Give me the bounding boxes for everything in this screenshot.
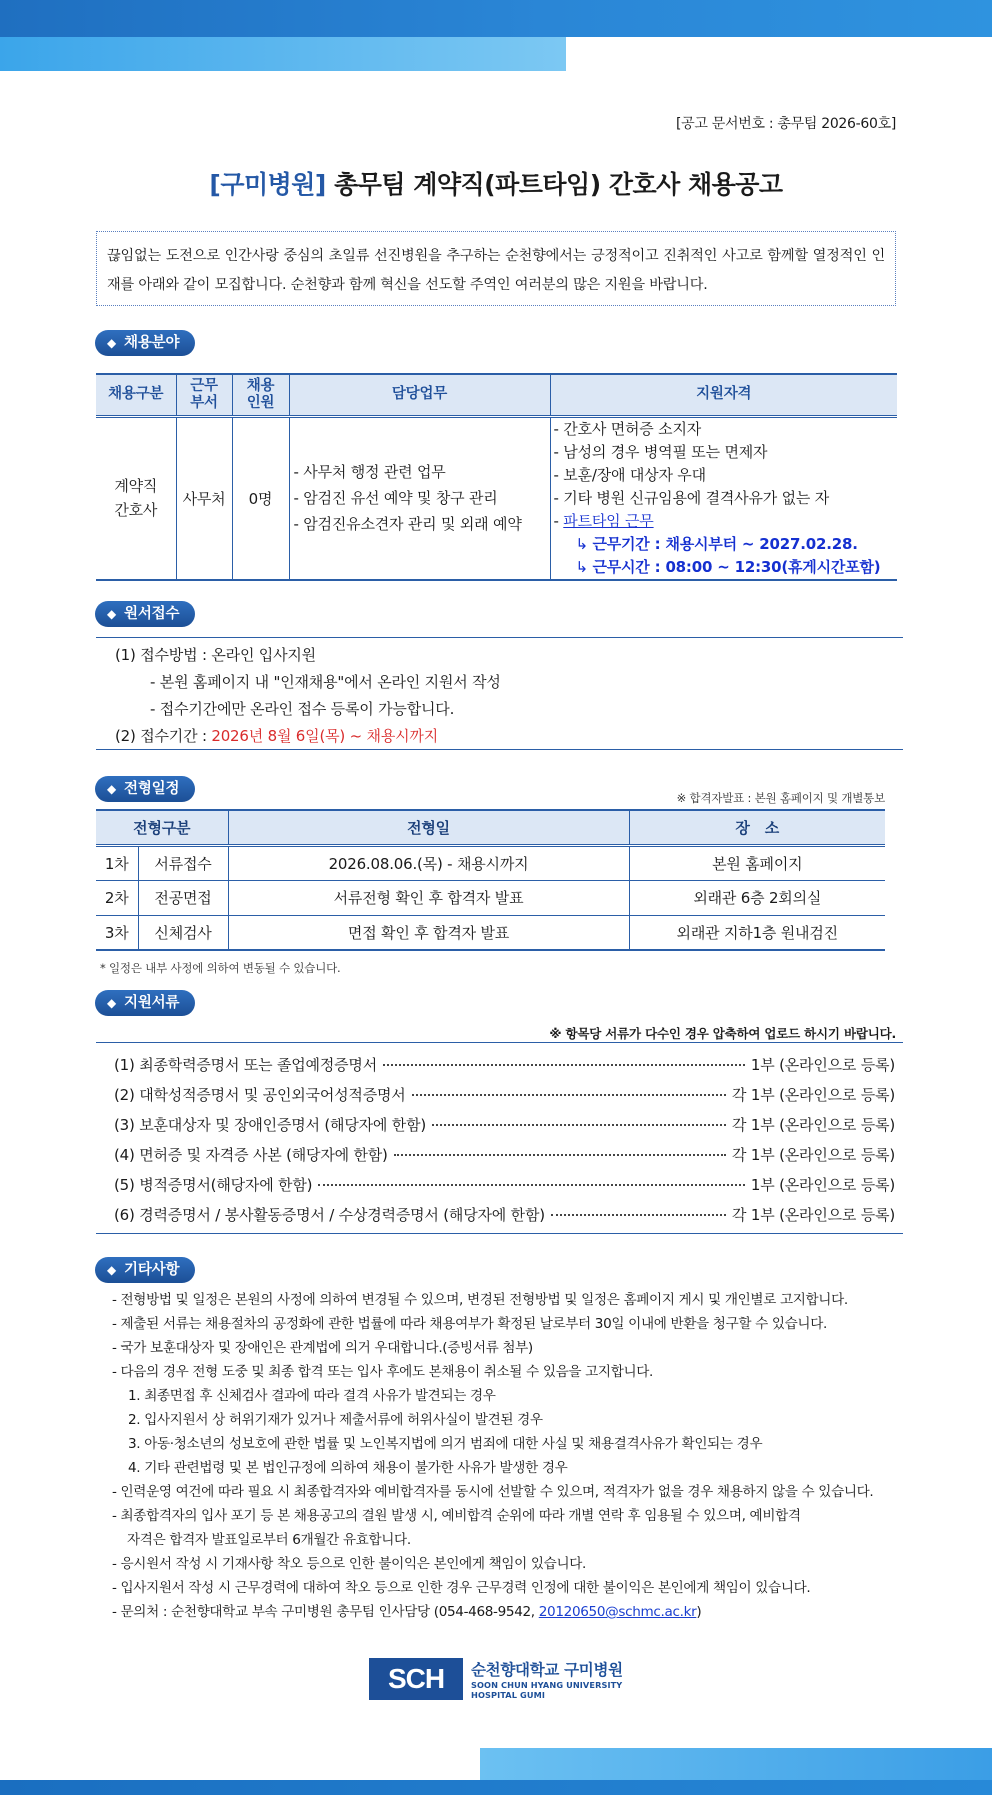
list-item: (2) 대학성적증명서 및 공인외국어성적증명서 각 1부 (온라인으로 등록) <box>114 1085 895 1104</box>
section-badge-schedule: ◆ 전형일정 <box>95 776 195 802</box>
docs-note: ※ 항목당 서류가 다수인 경우 압축하여 업로드 하시기 바랍니다. <box>549 1026 896 1041</box>
th-dept: 근무 부서 <box>176 374 232 416</box>
etc-list: - 전형방법 및 일정은 본원의 사정에 의하여 변경될 수 있으며, 변경된 전형방법 및 일정은 홈페이지 게시 및 개인별로 고지합니다. - 제출된 서류는 채용절차의 공정화에 관한 법률에 따라 채용여부가 확정된 날로부터 30일 이내에 반환을 청구할 수 있습니다. - 국가 보훈대상자 및 장애인은 관계법에 의거 우대합니다.(증빙서류 첨부) - 다음의 경우 전형 도중 및 최종 합격 또는 입사 후에도 본채용이 취소될 수 있음을 고지합니다. 1. 최종면접 후 신체검사 결과에 따라 결격 사유가 발견되는 경우 2. 입사지원서 상 허위기재가 있거나 제출서류에 허위사실이 발견된 경우 3. 아동·청소년의 성보호에 관한 법률 및 노인복지법에 의거 범죄에 대한 사실 및 채용결격사유가 확인되는 경우 4. 기타 관련법령 및 본 법인규정에 의하여 채용이 불가한 사유가 발생한 경우 - 인력운영 여건에 따라 필요 시 최종합격자와 예비합격자를 동시에 선발할 수 있으며, 적격자가 없을 경우 채용하지 않을 수 있습니다. - 최종합격자의 입사 포기 등 본 채용공고의 결원 발생 시, 예비합격 순위에 따라 개별 연락 후 임용될 수 있으며, 예비합격 자격은 합격자 발표일로부터 6개월간 유효합니다. - 응시원서 작성 시 기재사항 착오 등으로 인한 불이익은 본인에게 책임이 있습니다. - 입사지원서 작성 시 근무경력에 대하여 착오 등으로 인한 경우 근무경력 인정에 대한 불이익은 본인에게 책임이 있습니다. - 문의처 : 순천향대학교 부속 구미병원 총무팀 인사담당 (054-468-9542, 20120650@schmc.ac.kr) <box>112 1288 902 1624</box>
apply-block: (1) 접수방법 : 온라인 입사지원 - 본원 홈페이지 내 "인재채용"에서 온라인 지원서 작성 - 접수기간에만 온라인 접수 등록이 가능합니다. (2) 접수기간 : 2026년 8월 6일(목) ~ 채용시까지 <box>115 646 501 745</box>
contact-line: - 문의처 : 순천향대학교 부속 구미병원 총무팀 인사담당 (054-468-9542, 20120650@schmc.ac.kr) <box>112 1604 702 1620</box>
title-text: 총무팀 계약직(파트타임) 간호사 채용공고 <box>325 170 783 199</box>
divider <box>96 637 903 638</box>
section-badge-field: ◆ 채용분야 <box>95 330 195 356</box>
table-row: 1차 서류접수 2026.08.06.(목) - 채용시까지 본원 홈페이지 <box>96 845 885 880</box>
schedule-footnote: * 일정은 내부 사정에 의하여 변동될 수 있습니다. <box>100 961 341 975</box>
diamond-icon: ◆ <box>107 607 117 621</box>
diamond-icon: ◆ <box>107 996 117 1010</box>
work-hours: 근무시간 : 08:00 ~ 12:30(휴게시간포함) <box>592 557 881 576</box>
diamond-icon: ◆ <box>107 782 117 796</box>
announcement-note: ※ 합격자발표 : 본원 홈페이지 및 개별통보 <box>676 791 885 805</box>
cell-count: 0명 <box>232 416 289 580</box>
logo-english-sub: HOSPITAL GUMI <box>471 1690 545 1700</box>
divider <box>96 749 903 750</box>
docs-list <box>96 1042 903 1234</box>
th-duty: 담당업무 <box>289 374 550 416</box>
arrow-icon: ↳ <box>575 534 593 553</box>
arrow-icon: ↳ <box>575 557 593 576</box>
diamond-icon: ◆ <box>107 336 117 350</box>
list-item: (3) 보훈대상자 및 장애인증명서 (해당자에 한함) 각 1부 (온라인으로 등록) <box>114 1115 895 1134</box>
header-band-light <box>0 37 566 71</box>
footer-band-light <box>480 1748 992 1780</box>
th-place: 장 소 <box>629 810 885 845</box>
section-badge-apply: ◆ 원서접수 <box>95 601 195 627</box>
th-count: 채용 인원 <box>232 374 289 416</box>
list-item: (1) 최종학력증명서 또는 졸업예정증명서 1부 (온라인으로 등록) <box>114 1055 895 1074</box>
contact-email-link[interactable]: 20120650@schmc.ac.kr <box>538 1604 697 1620</box>
list-item: (4) 면허증 및 자격증 사본 (해당자에 한함) 각 1부 (온라인으로 등록) <box>114 1145 895 1164</box>
hospital-logo <box>369 1658 623 1700</box>
title-hospital: [구미병원] <box>209 170 326 199</box>
page-title <box>0 165 992 201</box>
th-qual: 지원자격 <box>550 374 897 416</box>
th-date: 전형일 <box>228 810 629 845</box>
table-row: 2차 전공면접 서류전형 확인 후 합격자 발표 외래관 6층 2회의실 <box>96 880 885 915</box>
table-row: 3차 신체검사 면접 확인 후 합격자 발표 외래관 지하1층 원내검진 <box>96 915 885 950</box>
th-type: 채용구분 <box>96 374 176 416</box>
list-item: (5) 병적증명서(해당자에 한함) 1부 (온라인으로 등록) <box>114 1175 895 1194</box>
document-number: [공고 문서번호 : 총무팀 2026-60호] <box>676 116 896 132</box>
diamond-icon: ◆ <box>107 1263 117 1277</box>
section-badge-docs: ◆ 지원서류 <box>95 990 195 1016</box>
cell-dept: 사무처 <box>176 416 232 580</box>
cell-qualifications: - 간호사 면허증 소지자 - 남성의 경우 병역필 또는 면제자 - 보훈/장애 대상자 우대 - 기타 병원 신규임용에 결격사유가 없는 자 - 파트타임 근무 ↳ 근무기간 : 채용시부터 ~ 2027.02.28. ↳ 근무시간 : 08:00 ~ 12:30(휴게시간포함) <box>550 416 897 580</box>
th-step: 전형구분 <box>96 810 228 845</box>
section-badge-etc: ◆ 기타사항 <box>95 1257 195 1283</box>
intro-box: 끊임없는 도전으로 인간사랑 중심의 초일류 선진병원을 추구하는 순천향에서는 긍정적이고 진취적인 사고로 함께할 열정적인 인재를 아래와 같이 모집합니다. 순천향과 함께 혁신을 선도할 주역인 여러분의 많은 지원을 바랍니다. <box>96 231 896 306</box>
list-item: (6) 경력증명서 / 봉사활동증명서 / 수상경력증명서 (해당자에 한함) 각 1부 (온라인으로 등록) <box>114 1205 895 1224</box>
work-period: 근무기간 : 채용시부터 ~ 2027.02.28. <box>592 534 858 553</box>
sch-logo-mark: SCH <box>369 1658 463 1700</box>
field-table <box>96 373 897 581</box>
schedule-table <box>96 809 885 951</box>
logo-korean-name: 순천향대학교 구미병원 <box>471 1661 623 1679</box>
logo-english-name: SOON CHUN HYANG UNIVERSITY <box>471 1680 623 1690</box>
part-time-label: 파트타임 근무 <box>563 511 654 530</box>
footer-band <box>0 1780 992 1795</box>
apply-period: 2026년 8월 6일(목) ~ 채용시까지 <box>211 727 438 745</box>
cell-duties: - 사무처 행정 관련 업무 - 암검진 유선 예약 및 창구 관리 - 암검진유소견자 관리 및 외래 예약 <box>289 416 550 580</box>
header-band <box>0 0 992 37</box>
cell-type: 계약직 간호사 <box>96 416 176 580</box>
